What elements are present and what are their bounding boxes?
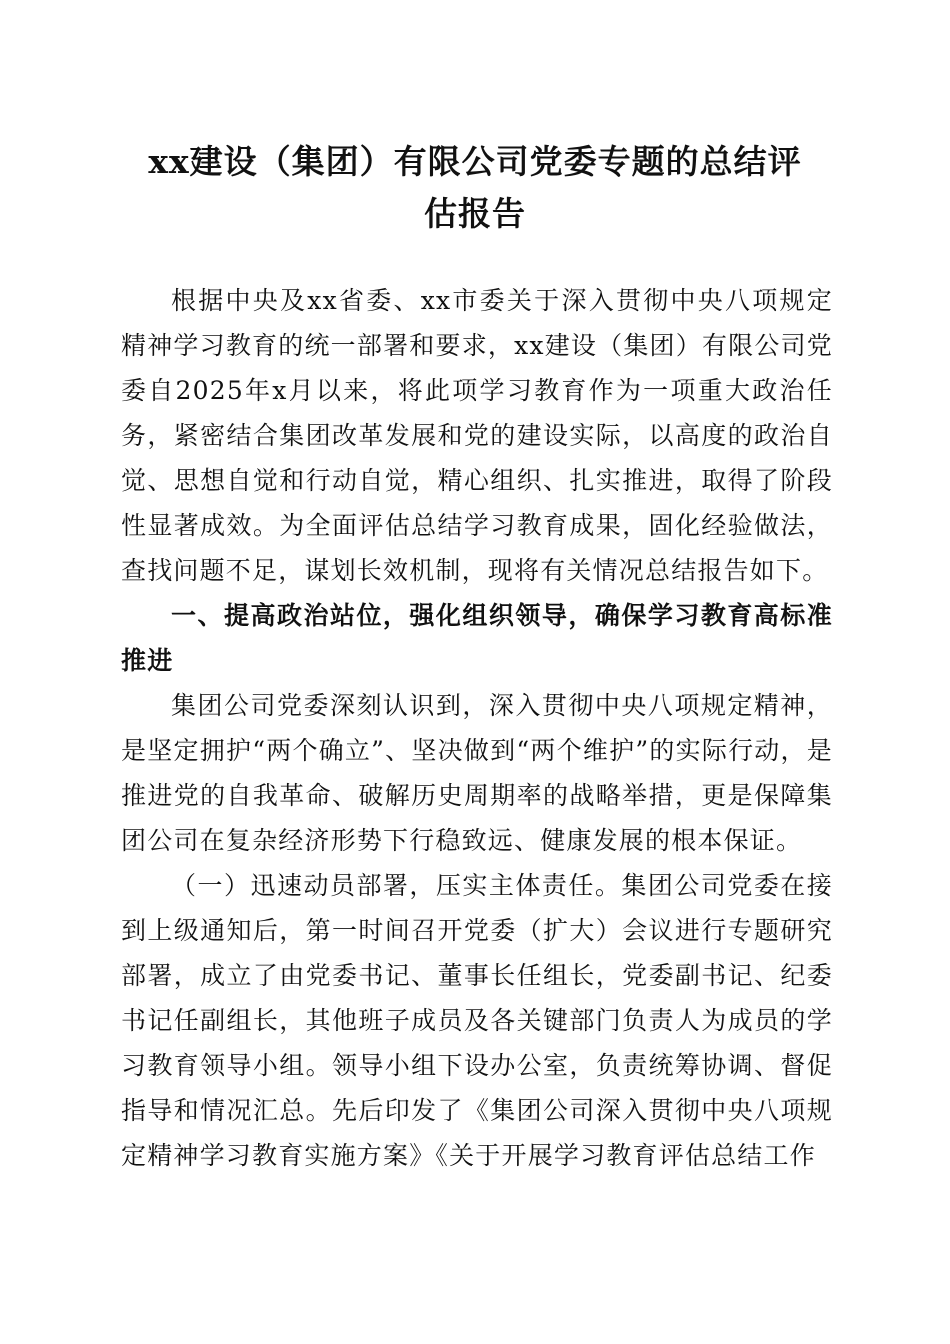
title-line-2: 估报告 xyxy=(424,194,526,233)
subsection-1-heading: （一）迅速动员部署，压实主体责任。 xyxy=(171,871,622,900)
document-body xyxy=(121,278,833,1178)
subsection-1-text: 集团公司党委在接到上级通知后，第一时间召开党委（扩大）会议进行专题研究部署，成立了由党委书记、董事长任组长，党委副书记、纪委书记任副组长，其他班子成员及各关键部门负责人为成员的学习教育领导小组。领导小组下设办公室，负责统筹协调、督促指导和情况汇总。先后印发了《集团公司深入贯彻中央八项规定精神学习教育实施方案》《关于开展学习教育评估总结工作 xyxy=(121,871,833,1170)
section-1-paragraph: 集团公司党委深刻认识到，深入贯彻中央八项规定精神，是坚定拥护“两个确立”、坚决做到“两个维护”的实际行动，是推进党的自我革命、破解历史周期率的战略举措，更是保障集团公司在复杂经济形势下行稳致远、健康发展的根本保证。 xyxy=(121,691,833,855)
section-1-heading: 一、提高政治站位，强化组织领导，确保学习教育高标准推进 xyxy=(121,601,833,675)
document-title xyxy=(100,136,850,240)
intro-paragraph: 根据中央及xx省委、xx市委关于深入贯彻中央八项规定精神学习教育的统一部署和要求，xx建设（集团）有限公司党委自2025年x月以来，将此项学习教育作为一项重大政治任务，紧密结合集团改革发展和党的建设实际，以高度的政治自觉、思想自觉和行动自觉，精心组织、扎实推进，取得了阶段性显著成效。为全面评估总结学习教育成果，固化经验做法，查找问题不足，谋划长效机制，现将有关情况总结报告如下。 xyxy=(121,286,833,585)
title-line-1: xx建设（集团）有限公司党委专题的总结评 xyxy=(148,142,802,181)
subsection-1-paragraph xyxy=(121,863,833,1178)
